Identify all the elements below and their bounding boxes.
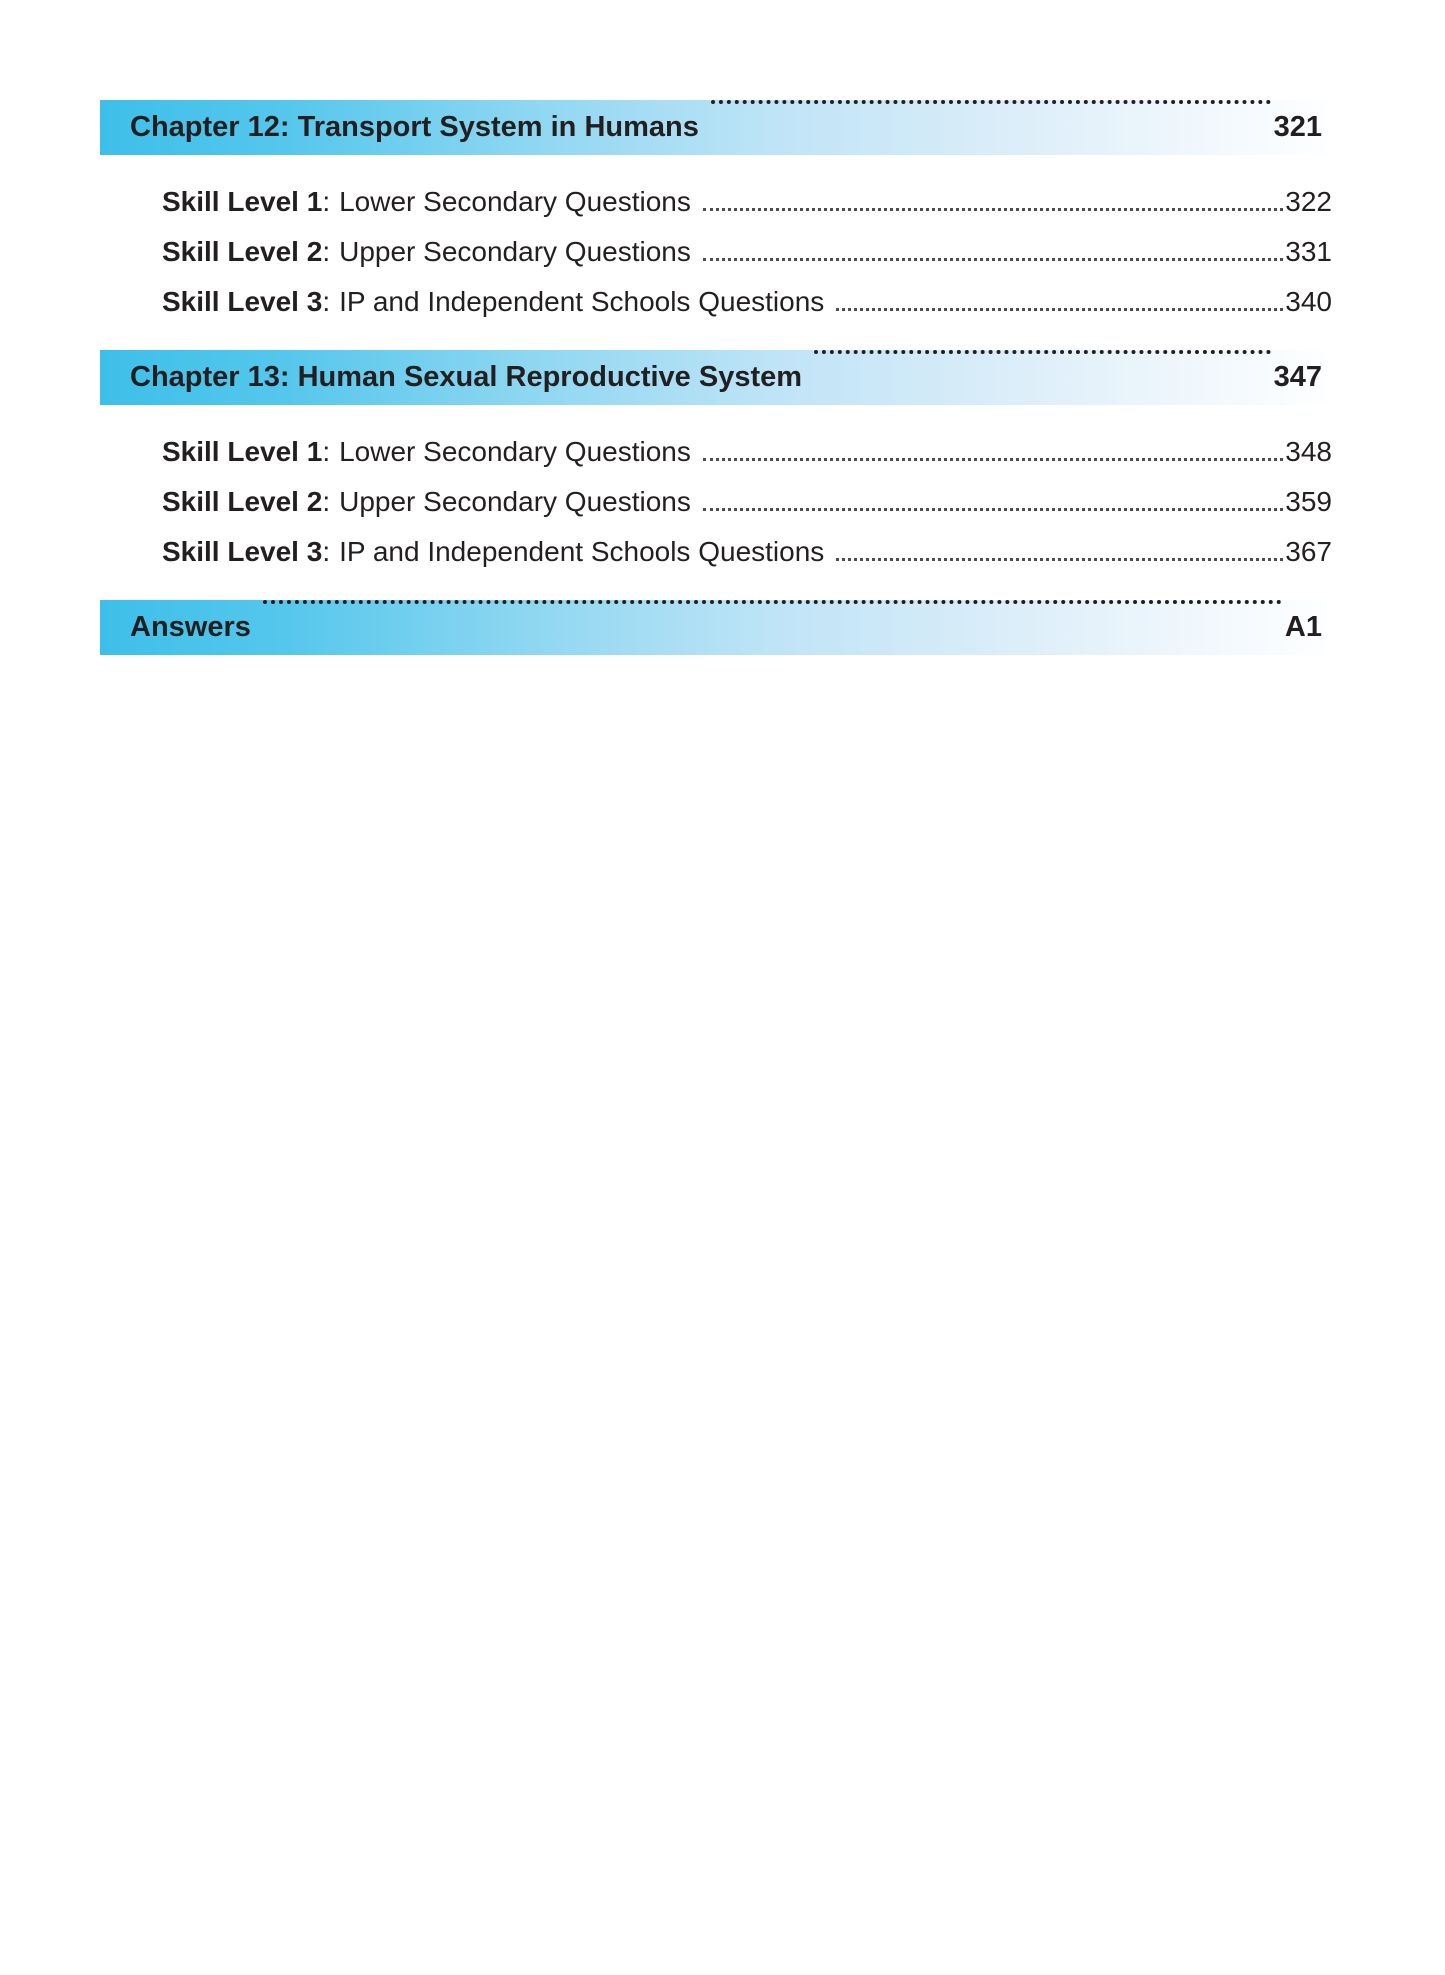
toc-item-label: Skill Level 2: [162, 236, 323, 267]
toc-item-description: Upper Secondary Questions: [339, 486, 691, 517]
toc-item-description: Lower Secondary Questions: [339, 436, 691, 467]
toc-item-separator: :: [322, 286, 331, 317]
dot-leader: [711, 100, 1271, 104]
toc-item-skill-level-2: [100, 487, 1332, 516]
toc-content: [100, 100, 1332, 655]
toc-item-page: 322: [1285, 186, 1332, 217]
toc-item-page: 340: [1285, 286, 1332, 317]
toc-item-skill-level-1: [100, 437, 1332, 466]
answers-page-number: A1: [1284, 611, 1322, 643]
toc-item-label: Skill Level 3: [162, 536, 323, 567]
toc-section-chapter-12: [100, 100, 1332, 316]
dot-leader: [836, 308, 1283, 311]
dot-leader: [703, 508, 1283, 511]
chapter-13-items: [100, 437, 1332, 566]
toc-item-skill-level-3: [100, 287, 1332, 316]
toc-item-description: IP and Independent Schools Questions: [339, 286, 825, 317]
toc-item-description: Upper Secondary Questions: [339, 236, 691, 267]
toc-item-description: Lower Secondary Questions: [339, 186, 691, 217]
dot-leader: [263, 600, 1282, 604]
toc-item-separator: :: [322, 436, 331, 467]
answers-title: Answers: [130, 611, 251, 643]
toc-item-label: Skill Level 3: [162, 286, 323, 317]
chapter-13-title: Chapter 13: Human Sexual Reproductive System: [130, 361, 803, 393]
dot-leader: [703, 258, 1283, 261]
chapter-12-title: Chapter 12: Transport System in Humans: [130, 111, 699, 143]
toc-item-page: 331: [1285, 236, 1332, 267]
toc-item-page: 367: [1285, 536, 1332, 567]
toc-item-separator: :: [322, 486, 331, 517]
toc-item-page: 359: [1285, 486, 1332, 517]
toc-section-chapter-13: [100, 350, 1332, 566]
chapter-13-page-number: 347: [1273, 361, 1322, 393]
toc-item-separator: :: [322, 236, 331, 267]
answers-heading-bar: [100, 600, 1332, 655]
toc-item-label: Skill Level 1: [162, 186, 323, 217]
dot-leader: [703, 458, 1283, 461]
toc-item-label: Skill Level 1: [162, 436, 323, 467]
chapter-12-heading-bar: [100, 100, 1332, 155]
dot-leader: [814, 350, 1271, 354]
chapter-13-heading-bar: [100, 350, 1332, 405]
toc-item-separator: :: [322, 186, 331, 217]
toc-item-separator: :: [322, 536, 331, 567]
toc-item-skill-level-3: [100, 537, 1332, 566]
chapter-12-items: [100, 187, 1332, 316]
toc-item-skill-level-1: [100, 187, 1332, 216]
dot-leader: [836, 558, 1283, 561]
toc-item-description: IP and Independent Schools Questions: [339, 536, 825, 567]
dot-leader: [703, 208, 1283, 211]
chapter-12-page-number: 321: [1273, 111, 1322, 143]
toc-item-page: 348: [1285, 436, 1332, 467]
toc-item-label: Skill Level 2: [162, 486, 323, 517]
toc-item-skill-level-2: [100, 237, 1332, 266]
